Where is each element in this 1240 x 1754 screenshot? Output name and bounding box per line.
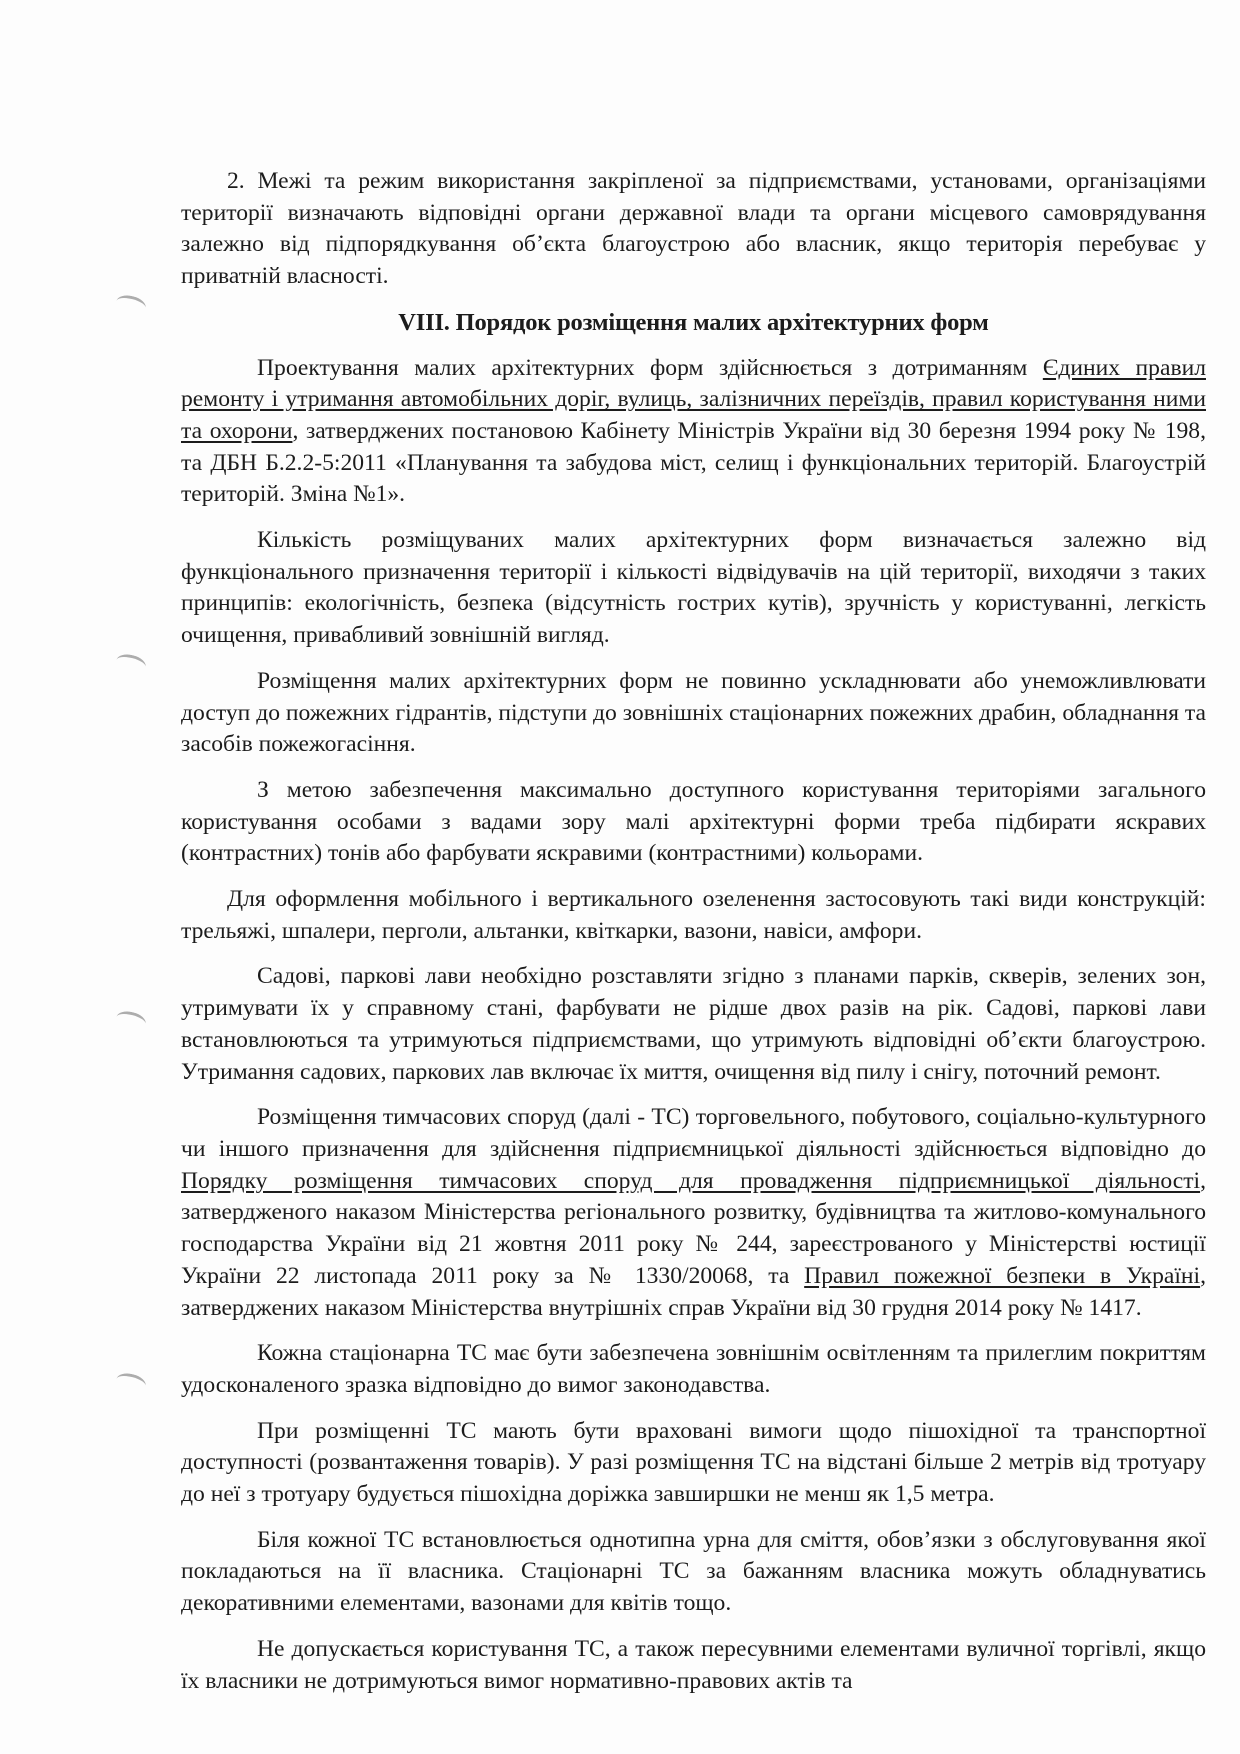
paragraph-accessibility: При розміщенні ТС мають бути враховані вимоги щодо пішохідної та транспортної доступності (розвантаження товарів). У разі розміщення ТС на відстані більше 2 метрів від тротуару до неї з тротуару будується пішохідна доріжка завширшки не менш як 1,5 метра. — [181, 1417, 1206, 1508]
text: Проектування малих архітектурних форм здійснюється з дотриманням — [257, 354, 1043, 381]
text: , затверджених постановою Кабінету Міністрів України від 30 березня 1994 року № 198, та ДБН Б.2.2-5:2011 «Планування та забудова міст, селищ і функціональних територій. Благоустрій територій. Зміна №1». — [181, 417, 1206, 508]
punch-hole-mark — [114, 293, 147, 317]
link-fire-safety-rules[interactable]: Правил пожежної безпеки в Україні — [804, 1262, 1201, 1289]
paragraph-visual-impairment: З метою забезпечення максимально доступного користування територіями загального користування особами з вадами зору малі архітектурні форми треба підбирати яскравих (контрастних) тонів або фарбувати яскравими (контрастними) кольорами. — [181, 776, 1206, 867]
paragraph-quantity: Кількість розміщуваних малих архітектурних форм визначається залежно від функціонального призначення території і кількості відвідувачів на цій території, виходячи з таких принципів: екологічність, безпека (відсутність гострих кутів), зручність у користуванні, легкість очищення, привабливий зовнішній вигляд. — [181, 527, 1206, 649]
paragraph-benches: Садові, паркові лави необхідно розставляти згідно з планами парків, скверів, зелених зон, утримувати їх у справному стані, фарбувати не рідше двох разів на рік. Садові, паркові лави встановлюються та утримуються підприємствами, що утримують відповідні об’єкти благоустрою. Утримання садових, паркових лав включає їх миття, очищення від пилу і снігу, поточний ремонт. — [181, 963, 1206, 1085]
paragraph-lighting: Кожна стаціонарна ТС має бути забезпечена зовнішнім освітленням та прилеглим покриттям удосконаленого зразка відповідно до вимог законодавства. — [181, 1340, 1206, 1398]
paragraph-trash-bin: Біля кожної ТС встановлюється однотипна урна для сміття, обов’язки з обслуговування якої покладаються на її власника. Стаціонарні ТС за бажанням власника можуть обладнуватись декоративними елементами, вазонами для квітів тощо. — [181, 1526, 1206, 1617]
paragraph-2: 2. Межі та режим використання закріпленої за підприємствами, установами, організаціями території визначають відповідні органи державної влади та органи місцевого самоврядування залежно від підпорядкування об’єкта благоустрою або власник, якщо територія перебуває у приватній власності. — [181, 168, 1206, 290]
paragraph-design-rules — [181, 353, 1206, 512]
document-body — [181, 166, 1206, 1711]
paragraph-temporary-structures — [181, 1102, 1206, 1324]
link-unified-road-rules[interactable]: Єдиних правил ремонту і утримання автомобільних доріг, вулиць, залізничних переїздів, правил користування ними та охорони — [181, 354, 1206, 444]
punch-hole-mark — [114, 652, 147, 676]
text: , затвердженого наказом Міністерства регіонального розвитку, будівництва та житлово-комунального господарства України від 21 жовтня 2011 року № 244, зареєстрованого у Міністерстві юстиції України 22 листопада 2011 року за № 1330/20068, та — [181, 1167, 1206, 1289]
text: , затверджених наказом Міністерства внутрішніх справ України від 30 грудня 2014 року № 1417. — [181, 1262, 1206, 1321]
paragraph-fire-access: Розміщення малих архітектурних форм не повинно ускладнювати або унеможливлювати доступ до пожежних гідрантів, підступи до зовнішніх стаціонарних пожежних драбин, обладнання та засобів пожежогасіння. — [181, 667, 1206, 758]
link-temporary-structures-order[interactable]: Порядку розміщення тимчасових споруд для провадження підприємницької діяльності — [181, 1167, 1201, 1194]
text: Розміщення тимчасових споруд (далі - ТС) торговельного, побутового, соціально-культурного чи іншого призначення для здійснення підприємницької діяльності здійснюється відповідно до — [181, 1104, 1206, 1162]
paragraph-prohibition: Не допускається користування ТС, а також пересувними елементами вуличної торгівлі, якщо їх власники не дотримуються вимог нормативно-правових актів та — [181, 1635, 1206, 1694]
section-heading: VIII. Порядок розміщення малих архітектурних форм — [398, 308, 989, 336]
paragraph-greening: Для оформлення мобільного і вертикального озеленення застосовують такі види конструкцій: трельяжі, шпалери, перголи, альтанки, квіткарки, вазони, навіси, амфори. — [181, 886, 1206, 944]
punch-hole-mark — [114, 1371, 147, 1395]
punch-hole-mark — [114, 1009, 147, 1033]
